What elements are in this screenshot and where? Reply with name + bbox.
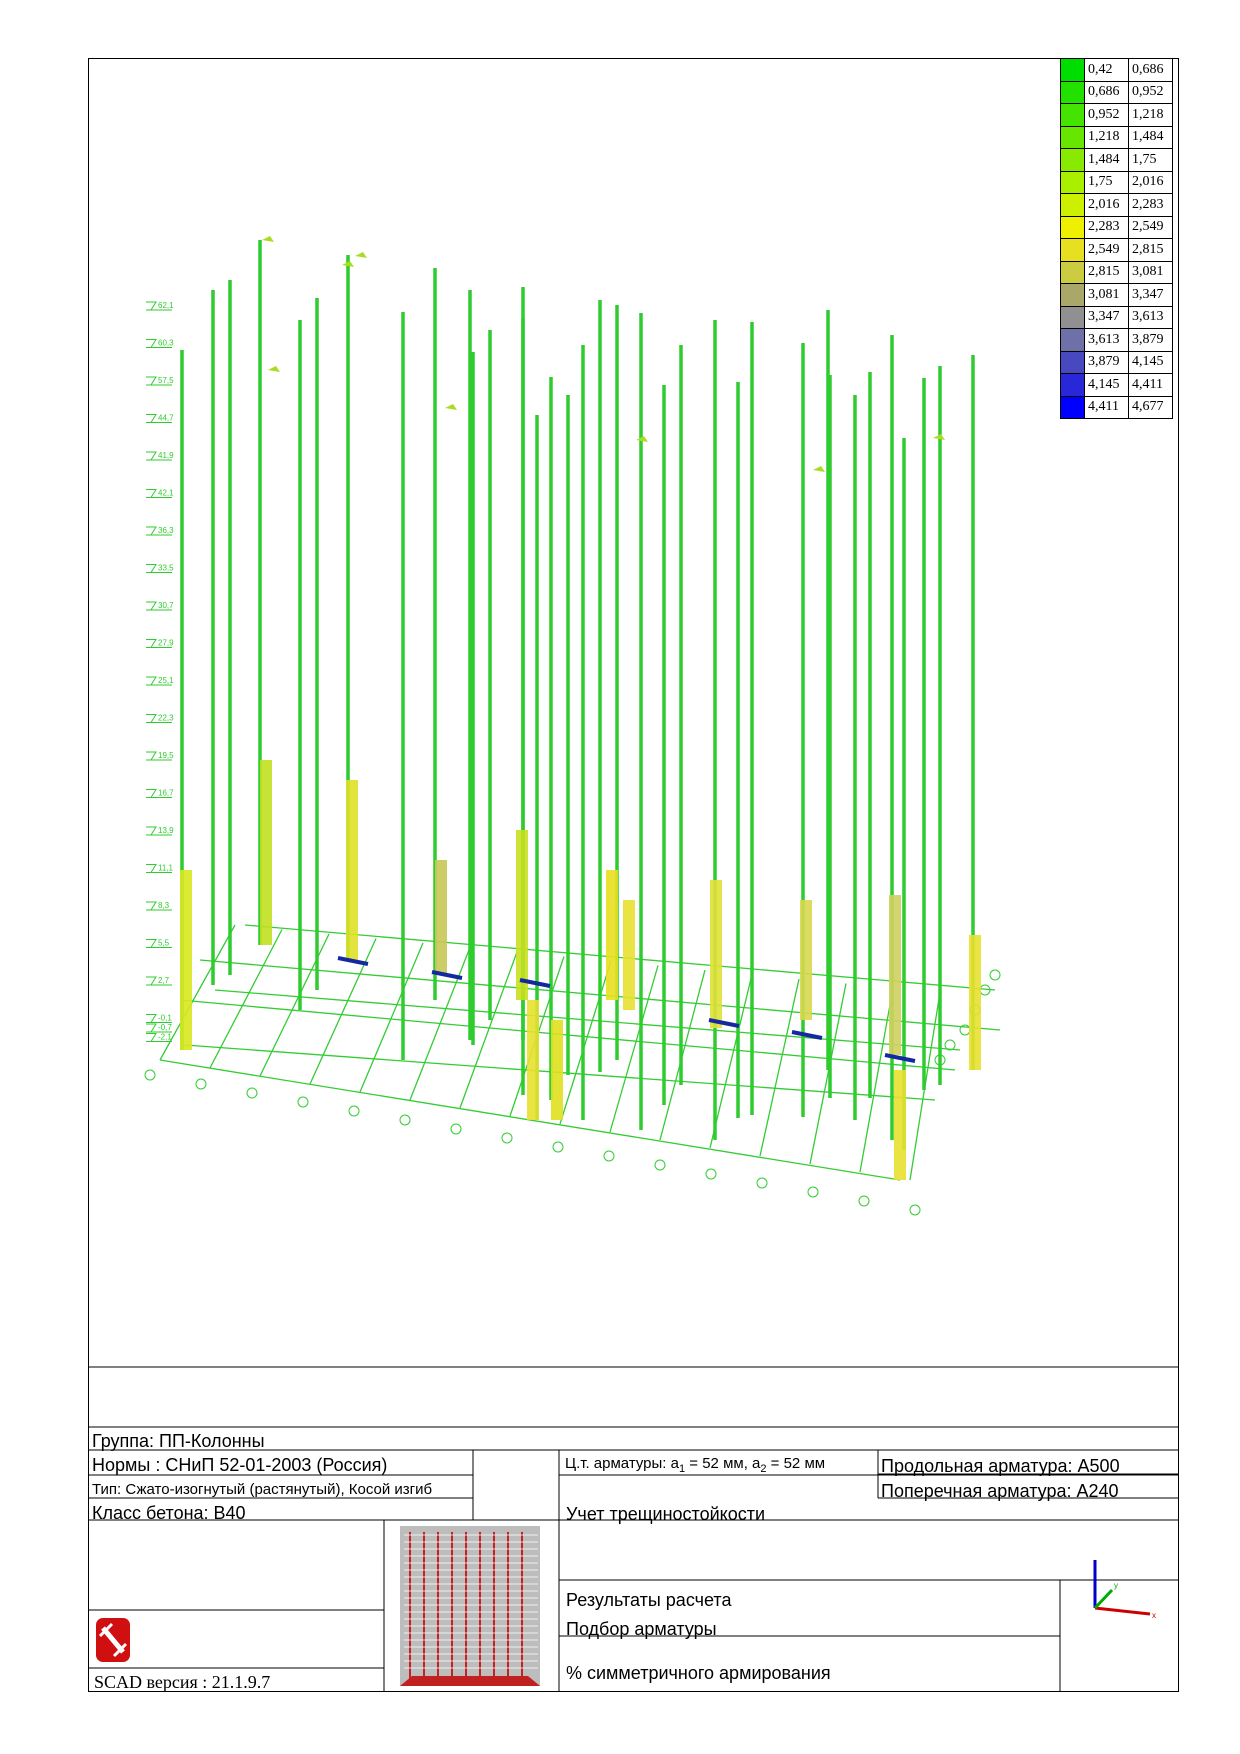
- legend-row: [1061, 284, 1173, 307]
- level-mark: [146, 564, 174, 573]
- rebar-center-label: Ц.т. арматуры: $a_1 = 52$ мм, $a_2 = 52$ мм: [565, 1455, 826, 1475]
- color-legend: [1060, 58, 1173, 419]
- level-mark: [146, 751, 174, 760]
- axis-bubble: [859, 1196, 869, 1206]
- legend-swatch: [1061, 104, 1085, 127]
- axis-bubble: [945, 1040, 955, 1050]
- level-label: 41,9: [158, 451, 174, 460]
- level-mark: [146, 301, 174, 310]
- level-label: 60,3: [158, 338, 174, 348]
- legend-row: [1061, 239, 1173, 262]
- legend-row: [1061, 306, 1173, 329]
- legend-to: 2,815: [1129, 239, 1173, 262]
- level-label: 57,5: [158, 376, 174, 385]
- level-mark: [146, 714, 174, 723]
- level-label: 42,1: [158, 488, 174, 498]
- legend-to: 0,686: [1129, 59, 1173, 82]
- column-tag: [268, 366, 280, 372]
- legend-from: 3,879: [1085, 351, 1129, 374]
- grid-line: [215, 990, 960, 1050]
- coordinate-axes-icon: [1095, 1560, 1156, 1620]
- footing-mark: [885, 1055, 915, 1061]
- legend-swatch: [1061, 261, 1085, 284]
- selection-label: Подбор арматуры: [566, 1619, 717, 1639]
- reinforcement-zone: [710, 880, 722, 1028]
- legend-row: [1061, 216, 1173, 239]
- legend-row: [1061, 261, 1173, 284]
- column-tag: [262, 236, 274, 242]
- legend-swatch: [1061, 216, 1085, 239]
- level-mark: [146, 526, 174, 535]
- level-mark: [146, 376, 174, 385]
- percent-label: % симметричного армирования: [566, 1663, 831, 1683]
- axis-bubble: [808, 1187, 818, 1197]
- legend-from: 3,613: [1085, 329, 1129, 352]
- column-tag: [355, 252, 367, 258]
- legend-swatch: [1061, 396, 1085, 419]
- legend-swatch: [1061, 171, 1085, 194]
- level-marks: [146, 301, 174, 1042]
- scad-version-label: SCAD версия : 21.1.9.7: [94, 1672, 271, 1692]
- level-label: -2,1: [158, 1032, 172, 1042]
- legend-row: [1061, 59, 1173, 82]
- level-label: 33,5: [158, 563, 174, 573]
- legend-to: 0,952: [1129, 81, 1173, 104]
- legend-to: 3,347: [1129, 284, 1173, 307]
- axis-bubble: [910, 1205, 920, 1215]
- title-block-lines: [88, 1367, 1179, 1692]
- level-mark: [146, 789, 174, 798]
- level-mark: [146, 639, 174, 648]
- level-label: -0,1: [158, 1013, 172, 1023]
- level-mark: [146, 489, 174, 498]
- level-label: 22,3: [158, 713, 174, 723]
- axis-y-label: y: [1114, 1581, 1118, 1590]
- level-label: -0,7: [158, 1023, 172, 1032]
- axis-bubble: [400, 1115, 410, 1125]
- legend-swatch: [1061, 149, 1085, 172]
- axis-bubble: [706, 1169, 716, 1179]
- legend-from: 3,081: [1085, 284, 1129, 307]
- reinforcement-zone: [889, 895, 901, 1055]
- legend-to: 4,411: [1129, 374, 1173, 397]
- level-mark: [146, 414, 174, 423]
- level-label: 2,7: [158, 976, 170, 985]
- legend-from: 2,283: [1085, 216, 1129, 239]
- legend-row: [1061, 126, 1173, 149]
- legend-from: 1,75: [1085, 171, 1129, 194]
- level-label: 36,3: [158, 526, 174, 535]
- legend-swatch: [1061, 194, 1085, 217]
- legend-to: 1,218: [1129, 104, 1173, 127]
- reinforcement-zone: [969, 935, 981, 1070]
- axis-bubble: [553, 1142, 563, 1152]
- level-label: 13,9: [158, 826, 174, 835]
- legend-from: 0,42: [1085, 59, 1129, 82]
- level-mark: [146, 1023, 172, 1032]
- legend-from: 2,549: [1085, 239, 1129, 262]
- reinforcement-zone: [180, 870, 192, 1050]
- legend-swatch: [1061, 239, 1085, 262]
- level-mark: [146, 901, 172, 910]
- concrete-class-label: Класс бетона: B40: [92, 1503, 246, 1523]
- reinforcement-zone: [346, 780, 358, 960]
- level-mark: [146, 339, 174, 348]
- axis-x-label: x: [1152, 1611, 1156, 1620]
- legend-from: 1,484: [1085, 149, 1129, 172]
- axis-bubble: [757, 1178, 767, 1188]
- level-mark: [146, 451, 174, 460]
- results-label: Результаты расчета: [566, 1590, 732, 1610]
- reinforcement-zone: [623, 900, 635, 1010]
- legend-swatch: [1061, 306, 1085, 329]
- legend-from: 1,218: [1085, 126, 1129, 149]
- thumbnail-base: [400, 1676, 540, 1686]
- axis-bubble: [990, 970, 1000, 980]
- legend-to: 3,081: [1129, 261, 1173, 284]
- legend-to: 4,677: [1129, 396, 1173, 419]
- level-mark: [146, 976, 172, 985]
- axis-bubble: [604, 1151, 614, 1161]
- level-mark: [146, 864, 174, 873]
- level-label: 44,7: [158, 413, 174, 423]
- legend-from: 3,347: [1085, 306, 1129, 329]
- axis-bubble: [451, 1124, 461, 1134]
- reinforcement-zone: [435, 860, 447, 975]
- legend-swatch: [1061, 374, 1085, 397]
- legend-to: 1,484: [1129, 126, 1173, 149]
- columns: [180, 236, 981, 1180]
- legend-to: 2,016: [1129, 171, 1173, 194]
- norms-label: Нормы : СНиП 52-01-2003 (Россия): [92, 1455, 388, 1475]
- level-mark: [146, 601, 174, 610]
- legend-row: [1061, 374, 1173, 397]
- legend-to: 2,549: [1129, 216, 1173, 239]
- legend-from: 0,686: [1085, 81, 1129, 104]
- legend-from: 2,016: [1085, 194, 1129, 217]
- level-label: 30,7: [158, 601, 174, 610]
- legend-to: 3,613: [1129, 306, 1173, 329]
- level-mark: [146, 939, 172, 948]
- grid-line: [760, 979, 799, 1156]
- axis-bubble: [655, 1160, 665, 1170]
- level-label: 27,9: [158, 638, 174, 648]
- axis-bubble: [349, 1106, 359, 1116]
- reinforcement-zone: [894, 1070, 906, 1180]
- type-label: Тип: Сжато-изогнутый (растянутый), Косой изгиб: [92, 1481, 433, 1498]
- level-label: 19,5: [158, 751, 174, 760]
- legend-swatch: [1061, 351, 1085, 374]
- legend-row: [1061, 104, 1173, 127]
- column-tag: [445, 404, 457, 410]
- building-thumbnail: [400, 1526, 540, 1686]
- reinforcement-zone: [516, 830, 528, 1000]
- legend-row: [1061, 194, 1173, 217]
- axis-bubble: [502, 1133, 512, 1143]
- level-label: 11,1: [158, 863, 173, 873]
- level-label: 25,1: [158, 676, 174, 685]
- axis-bubble: [196, 1079, 206, 1089]
- reinforcement-zone: [527, 1000, 539, 1120]
- legend-from: 4,411: [1085, 396, 1129, 419]
- legend-row: [1061, 329, 1173, 352]
- level-label: 8,3: [158, 901, 170, 910]
- legend-to: 4,145: [1129, 351, 1173, 374]
- grid-line: [860, 988, 893, 1172]
- legend-row: [1061, 351, 1173, 374]
- legend-to: 1,75: [1129, 149, 1173, 172]
- legend-swatch: [1061, 59, 1085, 82]
- level-mark: [146, 676, 174, 685]
- legend-row: [1061, 396, 1173, 419]
- legend-to: 2,283: [1129, 194, 1173, 217]
- legend-row: [1061, 81, 1173, 104]
- legend-swatch: [1061, 81, 1085, 104]
- column-tag: [813, 466, 825, 472]
- legend-row: [1061, 171, 1173, 194]
- legend-to: 3,879: [1129, 329, 1173, 352]
- level-label: 62,1: [158, 301, 174, 310]
- reinforcement-zone: [800, 900, 812, 1020]
- legend-from: 4,145: [1085, 374, 1129, 397]
- legend-from: 2,815: [1085, 261, 1129, 284]
- axis-bubble: [145, 1070, 155, 1080]
- level-mark: [146, 826, 174, 835]
- axis-bubble: [298, 1097, 308, 1107]
- reinforcement-zone: [260, 760, 272, 945]
- level-mark: [146, 1033, 172, 1042]
- crack-resistance-label: Учет трещиностойкости: [566, 1504, 766, 1524]
- reinforcement-zone: [606, 870, 618, 1000]
- legend-swatch: [1061, 126, 1085, 149]
- legend-from: 0,952: [1085, 104, 1129, 127]
- legend-swatch: [1061, 329, 1085, 352]
- axis-bubble: [247, 1088, 257, 1098]
- reinforcement-zone: [551, 1020, 563, 1120]
- group-label: Группа: ПП-Колонны: [92, 1431, 265, 1451]
- longitudinal-rebar-label: Продольная арматура: A500: [881, 1456, 1120, 1476]
- legend-swatch: [1061, 284, 1085, 307]
- level-label: 5,5: [158, 938, 170, 948]
- transverse-rebar-label: Поперечная арматура: A240: [881, 1481, 1119, 1501]
- scad-logo: [96, 1618, 130, 1662]
- thumbnail-bg: [400, 1526, 540, 1686]
- level-mark: [146, 1014, 172, 1023]
- legend-row: [1061, 149, 1173, 172]
- level-label: 16,7: [158, 788, 174, 798]
